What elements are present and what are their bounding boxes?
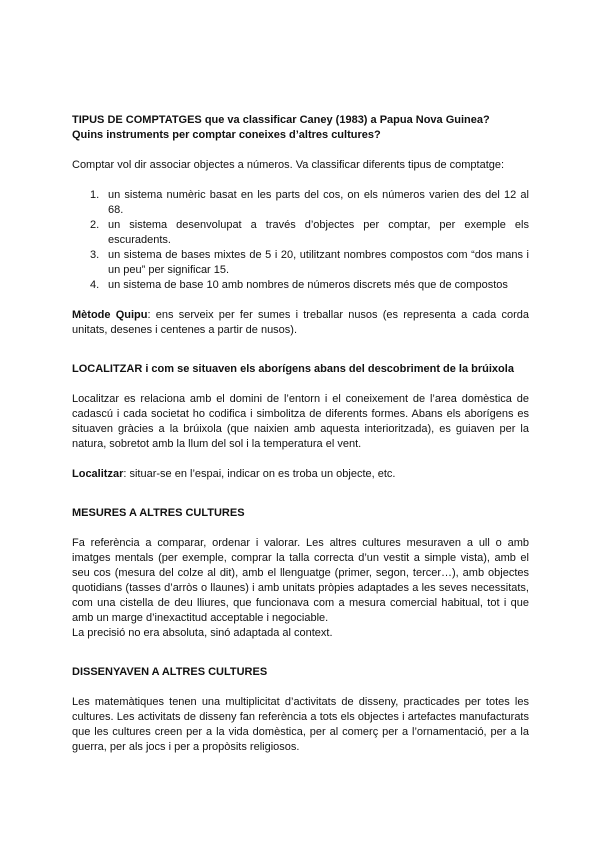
list-item (72, 278, 529, 293)
section-title: LOCALITZAR i com se situaven els aborígens abans del descobriment de la brúixola (72, 363, 514, 375)
localitzar-definition (72, 467, 529, 482)
counting-types-list (72, 188, 529, 293)
quipu-paragraph (72, 308, 529, 338)
section-title: DISSENYAVEN A ALTRES CULTURES (72, 666, 268, 678)
section-disseny (72, 665, 529, 755)
section-title: MESURES A ALTRES CULTURES (72, 507, 245, 519)
list-number: 3. (90, 249, 100, 261)
section-localitzar (72, 362, 529, 482)
list-number: 1. (90, 189, 100, 201)
section-mesures (72, 506, 529, 641)
section-comptatges (72, 113, 529, 338)
list-item (72, 188, 529, 218)
list-text: un sistema numèric basat en les parts del cos, on els números varien des del 12 al 68. (108, 189, 529, 216)
definition-label: Localitzar (72, 468, 124, 480)
disseny-paragraph: Les matemàtiques tenen una multiplicitat d’activitats de disseny, practicades per totes les cultures. Les activitats de disseny fan referència a tots els objectes i artefactes manufacturats que les cultures creen per a la vida domèstica, per al comerç per a l’ornamentació, per a la guerra, per als jocs i per a propòsits religiosos. (72, 696, 529, 753)
quipu-text: : ens serveix per fer sumes i treballar nusos (es representa a cada corda unitats, desenes i centenes a partir de nusos). (72, 309, 529, 336)
list-text: un sistema de bases mixtes de 5 i 20, utilitzant nombres compostos com “dos mans i un peu” per significar 15. (108, 249, 529, 276)
localitzar-paragraph: Localitzar es relaciona amb el domini de l’entorn i el coneixement de l’area domèstica de cadascú i cada societat ho codifica i simbolitza de diferents formes. Abans els aborígens es situaven gràcies a la brúixola (que naixien amb aquesta interioritzada), es guiaven per la natura, sobretot amb la llum del sol i la temperatura el vent. (72, 393, 529, 450)
mesures-paragraph-2: La precisió no era absoluta, sinó adaptada al context. (72, 627, 333, 639)
definition-text: : situar-se en l’espai, indicar on es troba un objecte, etc. (123, 468, 396, 480)
intro-paragraph: Comptar vol dir associar objectes a números. Va classificar diferents tipus de comptatge: (72, 159, 505, 171)
list-item (72, 248, 529, 278)
list-number: 4. (90, 279, 100, 291)
section-subtitle: Quins instruments per comptar coneixes d’altres cultures? (72, 129, 381, 141)
list-text: un sistema de base 10 amb nombres de números discrets més que de compostos (108, 279, 508, 291)
list-text: un sistema desenvolupat a través d’objectes per comptar, per exemple els escuradents. (108, 219, 529, 246)
quipu-label: Mètode Quipu (72, 309, 148, 321)
list-item (72, 218, 529, 248)
list-number: 2. (90, 219, 100, 231)
section-title: TIPUS DE COMPTATGES que va classificar Caney (1983) a Papua Nova Guinea? (72, 114, 490, 126)
mesures-paragraph: Fa referència a comparar, ordenar i valorar. Les altres cultures mesuraven a ull o amb imatges mentals (per exemple, comprar la talla correcta d’un vestit a simple vista), amb el seu cos (mesura del colze al dit), amb el llenguatge (primer, segon, tercer…), amb objectes quotidians (tasses d’arròs o llaunes) i amb unitats pròpies adaptades a les seves necessitats, com una cistella de deu lliures, que funcionava com a mesura comercial habitual, tot i que amb un marge d’inexactitud acceptable i negociable. (72, 537, 529, 624)
